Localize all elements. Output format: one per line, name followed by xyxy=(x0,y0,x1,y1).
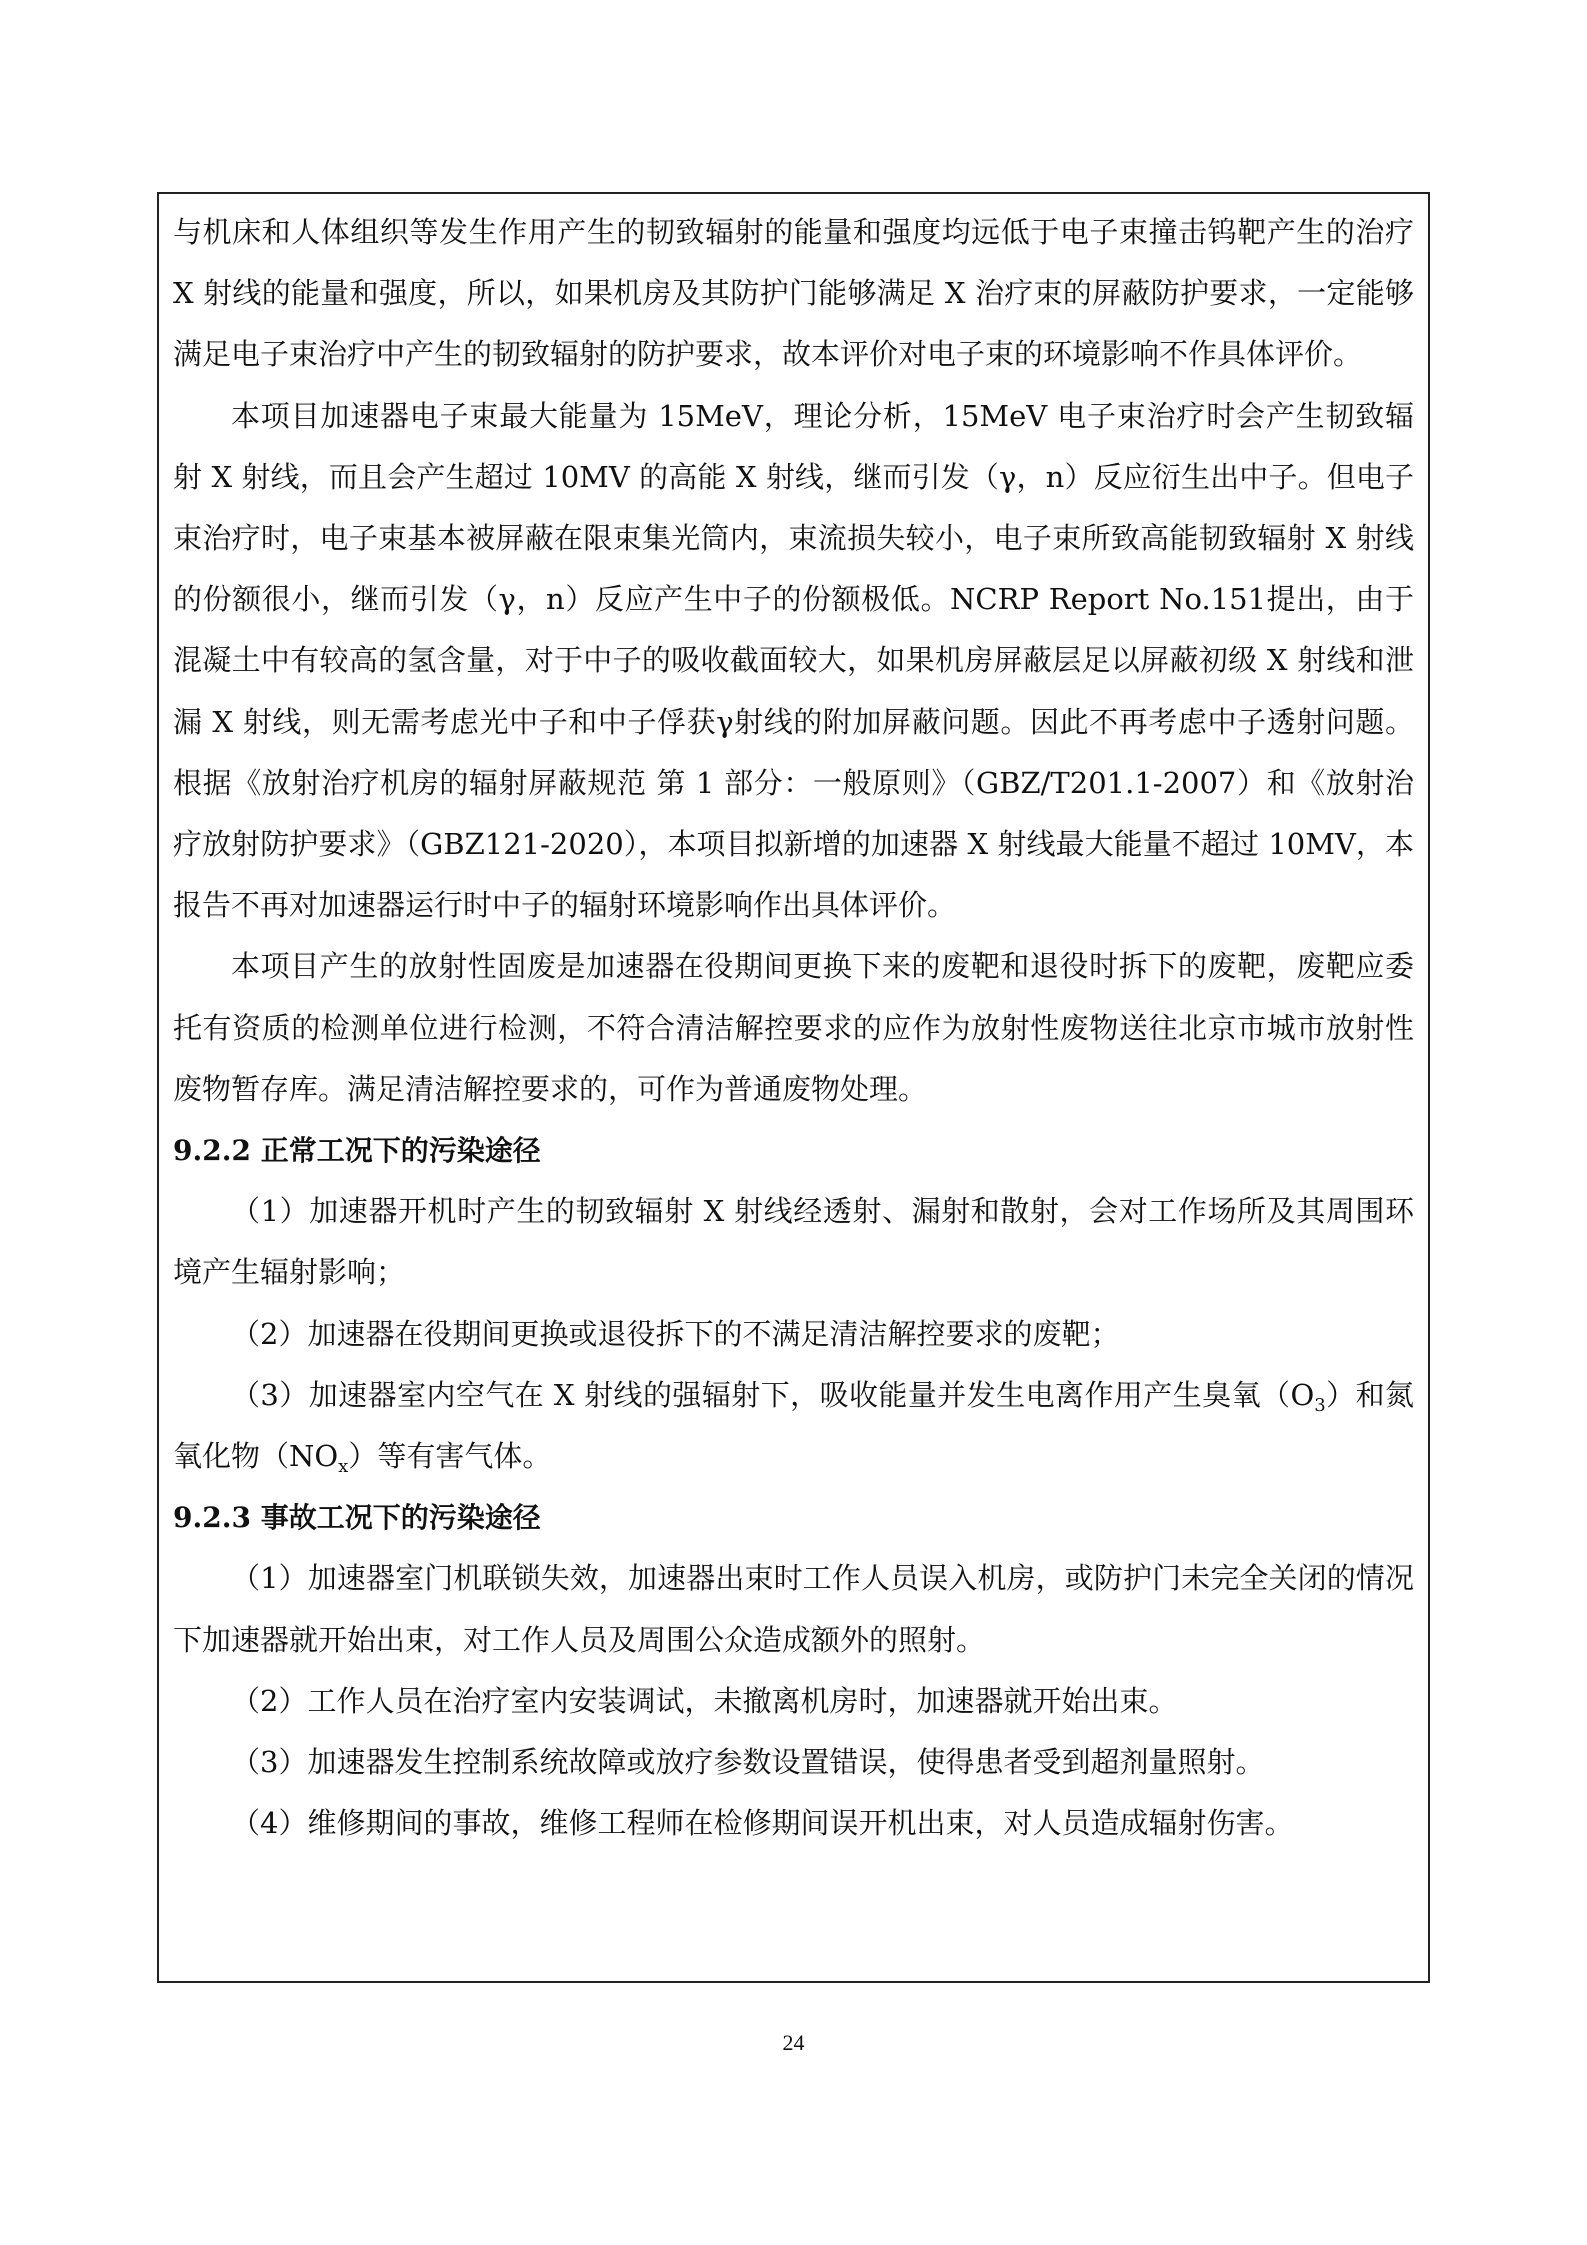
item3-text-part2: ）和氮氧化物（NO xyxy=(173,1377,1414,1474)
section-heading-normal-conditions: 9.2.2 正常工况下的污染途径 xyxy=(173,1134,541,1168)
paragraph-solid-waste: 本项目产生的放射性固废是加速器在役期间更换下来的废靶和退役时拆下的废靶，废靶应委托有资质的检测单位进行检测，不符合清洁解控要求的应作为放射性废物送往北京市城市放射性废物暂存库。满足清洁解控要求的，可作为普通废物处理。 xyxy=(173,949,1414,1106)
item3-text-part1: （3）加速器室内空气在 X 射线的强辐射下，吸收能量并发生电离作用产生臭氧（O xyxy=(231,1377,1315,1412)
list-item-normal-3 xyxy=(173,1365,1414,1487)
paragraph-electron-beam: 与机床和人体组织等发生作用产生的韧致辐射的能量和强度均远低于电子束撞击钨靶产生的治疗 X 射线的能量和强度，所以，如果机房及其防护门能够满足 X 治疗束的屏蔽防护要求，一定能够满足电子束治疗中产生的韧致辐射的防护要求，故本评价对电子束的环境影响不作具体评价。 xyxy=(173,215,1414,372)
list-item-accident-3: （3）加速器发生控制系统故障或放疗参数设置错误，使得患者受到超剂量照射。 xyxy=(231,1745,1265,1780)
list-item-normal-1: （1）加速器开机时产生的韧致辐射 X 射线经透射、漏射和散射，会对工作场所及其周围环境产生辐射影响； xyxy=(173,1194,1414,1290)
list-item-accident-2: （2）工作人员在治疗室内安装调试，未撤离机房时，加速器就开始出束。 xyxy=(231,1683,1178,1718)
nox-subscript: x xyxy=(338,1456,349,1478)
item3-text-part3: ）等有害气体。 xyxy=(348,1439,552,1474)
ozone-subscript: 3 xyxy=(1314,1394,1326,1416)
list-item-accident-1: （1）加速器室门机联锁失效，加速器出束时工作人员误入机房，或防护门未完全关闭的情况下加速器就开始出束，对工作人员及周围公众造成额外的照射。 xyxy=(173,1561,1414,1657)
paragraph-neutron-analysis: 本项目加速器电子束最大能量为 15MeV，理论分析，15MeV 电子束治疗时会产生韧致辐射 X 射线，而且会产生超过 10MV 的高能 X 射线，继而引发（γ，n）反应衍生出中子。但电子束治疗时，电子束基本被屏蔽在限束集光筒内，束流损失较小，电子束所致高能韧致辐射 X 射线的份额很小，继而引发（γ，n）反应产生中子的份额极低。NCRP Report No.151提出，由于混凝土中有较高的氢含量，对于中子的吸收截面较大，如果机房屏蔽层足以屏蔽初级 X 射线和泄漏 X 射线，则无需考虑光中子和中子俘获γ射线的附加屏蔽问题。因此不再考虑中子透射问题。根据《放射治疗机房的辐射屏蔽规范 第 1 部分：一般原则》（GBZ/T201.1-2007）和《放射治疗放射防护要求》（GBZ121-2020），本项目拟新增的加速器 X 射线最大能量不超过 10MV，本报告不再对加速器运行时中子的辐射环境影响作出具体评价。 xyxy=(173,398,1414,923)
list-item-normal-2: （2）加速器在役期间更换或退役拆下的不满足清洁解控要求的废靶； xyxy=(231,1316,1120,1351)
content-frame xyxy=(157,192,1430,1983)
section-heading-accident-conditions: 9.2.3 事故工况下的污染途径 xyxy=(173,1501,541,1535)
page-number: 24 xyxy=(782,2030,805,2055)
list-item-accident-4: （4）维修期间的事故，维修工程师在检修期间误开机出束，对人员造成辐射伤害。 xyxy=(231,1806,1294,1841)
